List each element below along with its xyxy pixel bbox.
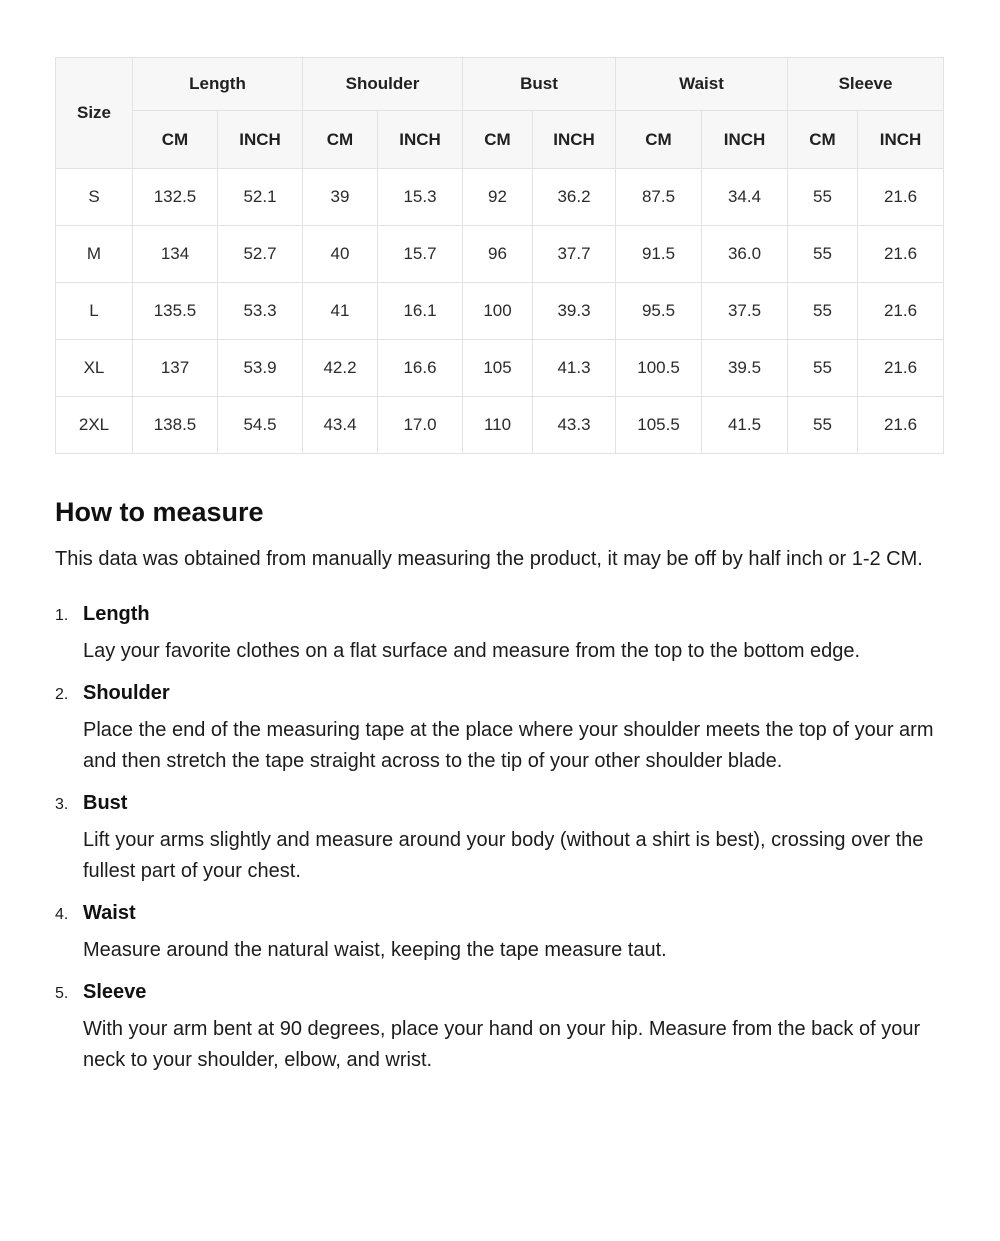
measurement-cell: 43.3 [533,397,616,454]
measurement-cell: 36.0 [702,226,788,283]
size-cell: M [56,226,133,283]
step-description: Measure around the natural waist, keeping the tape measure taut. [83,939,667,961]
unit-header-cm: CM [133,111,218,169]
measurement-cell: 21.6 [858,283,944,340]
table-row-size-2xl [56,397,944,454]
unit-header-cm: CM [616,111,702,169]
measurement-cell: 55 [788,340,858,397]
unit-header-inch: INCH [218,111,303,169]
how-to-measure-intro: This data was obtained from manually measuring the product, it may be off by half inch or 1-2 CM. [55,548,923,570]
table-row-size-s [56,169,944,226]
step-heading [55,981,944,1004]
step-heading [55,902,944,925]
measurement-cell: 137 [133,340,218,397]
measurement-cell: 52.7 [218,226,303,283]
measurement-cell: 39.3 [533,283,616,340]
measurement-cell: 55 [788,169,858,226]
measurement-cell: 55 [788,397,858,454]
measurement-cell: 105.5 [616,397,702,454]
unit-header-cm: CM [788,111,858,169]
measurement-cell: 36.2 [533,169,616,226]
measure-step-waist [55,902,944,966]
column-group-bust: Bust [463,58,616,111]
step-term: Shoulder [83,682,170,704]
table-unit-header-row [56,111,944,169]
measurement-cell: 87.5 [616,169,702,226]
measurement-cell: 34.4 [702,169,788,226]
measurement-cell: 15.7 [378,226,463,283]
measurement-cell: 134 [133,226,218,283]
size-cell: 2XL [56,397,133,454]
unit-header-inch: INCH [533,111,616,169]
size-cell: XL [56,340,133,397]
column-group-length: Length [133,58,303,111]
step-description: Lift your arms slightly and measure around your body (without a shirt is best), crossing over the fullest part of your chest. [83,829,924,882]
measure-step-bust [55,792,944,887]
step-number: 1. [55,607,69,624]
measurement-cell: 53.9 [218,340,303,397]
measurement-cell: 135.5 [133,283,218,340]
unit-header-cm: CM [303,111,378,169]
measurement-cell: 91.5 [616,226,702,283]
measurement-cell: 55 [788,283,858,340]
unit-header-cm: CM [463,111,533,169]
measurement-cell: 39 [303,169,378,226]
column-group-sleeve: Sleeve [788,58,944,111]
table-row-size-m [56,226,944,283]
unit-header-inch: INCH [702,111,788,169]
step-number: 3. [55,796,69,813]
measurement-cell: 21.6 [858,169,944,226]
measurement-cell: 96 [463,226,533,283]
measurement-cell: 41.3 [533,340,616,397]
size-column-header: Size [56,58,133,169]
step-number: 2. [55,686,69,703]
step-description: Place the end of the measuring tape at the place where your shoulder meets the top of your arm and then stretch the tape straight across to the tip of your other shoulder blade. [83,719,934,772]
measurement-cell: 105 [463,340,533,397]
how-to-measure-title: How to measure [55,497,264,527]
measure-steps-list [55,603,944,1076]
measurement-cell: 55 [788,226,858,283]
measurement-cell: 92 [463,169,533,226]
step-description: With your arm bent at 90 degrees, place your hand on your hip. Measure from the back of your neck to your shoulder, elbow, and wrist. [83,1018,921,1071]
measurement-cell: 132.5 [133,169,218,226]
measurement-cell: 21.6 [858,340,944,397]
step-heading [55,792,944,815]
measurement-cell: 39.5 [702,340,788,397]
step-heading [55,682,944,705]
table-row-size-l [56,283,944,340]
table-group-header-row [56,58,944,111]
step-number: 4. [55,906,69,923]
measurement-cell: 53.3 [218,283,303,340]
measurement-cell: 138.5 [133,397,218,454]
measurement-cell: 100 [463,283,533,340]
size-cell: L [56,283,133,340]
step-term: Sleeve [83,981,147,1003]
unit-header-inch: INCH [858,111,944,169]
measurement-cell: 40 [303,226,378,283]
measurement-cell: 43.4 [303,397,378,454]
measure-step-shoulder [55,682,944,777]
step-description: Lay your favorite clothes on a flat surface and measure from the top to the bottom edge. [83,640,861,662]
measurement-cell: 21.6 [858,397,944,454]
step-term: Waist [83,902,136,924]
measurement-cell: 16.6 [378,340,463,397]
measurement-cell: 52.1 [218,169,303,226]
step-number: 5. [55,985,69,1002]
measurement-cell: 42.2 [303,340,378,397]
measurement-cell: 15.3 [378,169,463,226]
measurement-cell: 110 [463,397,533,454]
column-group-shoulder: Shoulder [303,58,463,111]
measurement-cell: 37.5 [702,283,788,340]
measurement-cell: 100.5 [616,340,702,397]
measure-step-length [55,603,944,667]
measurement-cell: 41.5 [702,397,788,454]
step-heading [55,603,944,626]
measurement-cell: 54.5 [218,397,303,454]
size-cell: S [56,169,133,226]
measurement-cell: 17.0 [378,397,463,454]
step-term: Length [83,603,150,625]
measure-step-sleeve [55,981,944,1076]
column-group-waist: Waist [616,58,788,111]
measurement-cell: 37.7 [533,226,616,283]
measurement-cell: 95.5 [616,283,702,340]
measurement-cell: 21.6 [858,226,944,283]
size-chart-table [55,57,944,454]
step-term: Bust [83,792,128,814]
measurement-cell: 16.1 [378,283,463,340]
unit-header-inch: INCH [378,111,463,169]
measurement-cell: 41 [303,283,378,340]
table-row-size-xl [56,340,944,397]
